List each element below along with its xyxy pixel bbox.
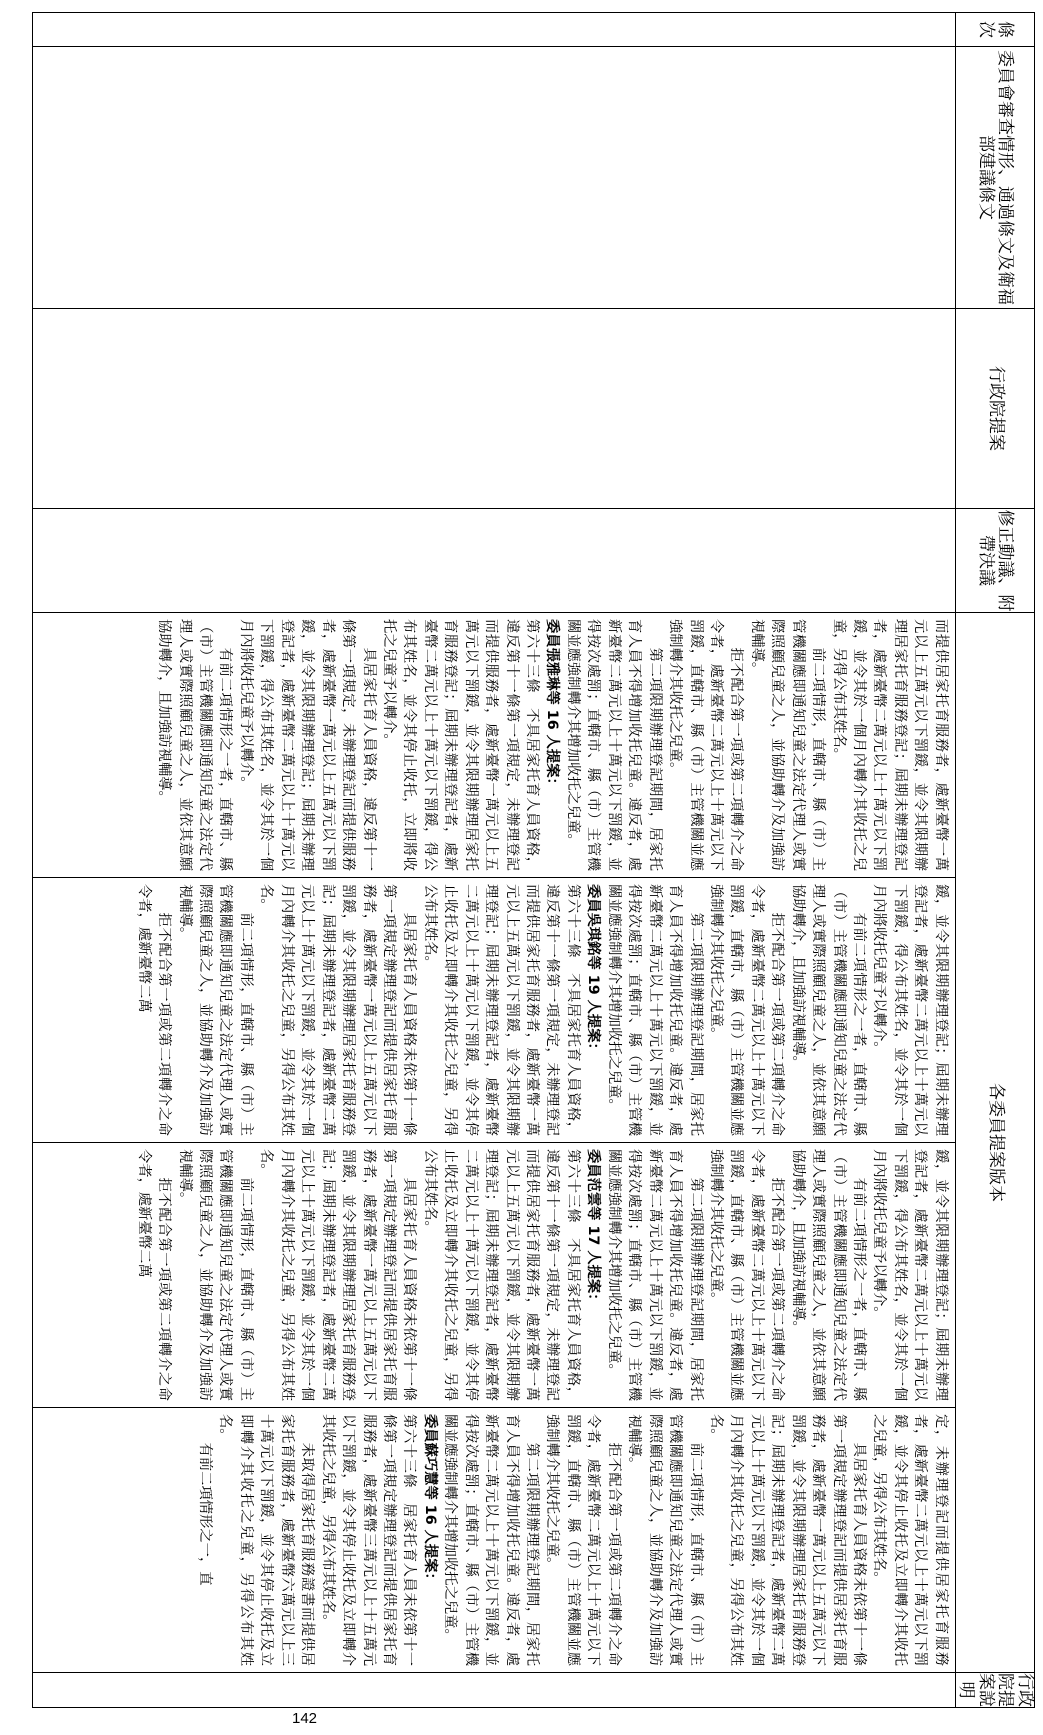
committee-review-cell (33, 47, 956, 309)
paragraph: 前二項情形，直轄市、縣（市）主管機關應即通知兒童之法定代理人或實際照顧兒童之人，並協助轉介及加強訪視輔導。 (176, 884, 254, 1136)
paragraph: 有前二項情形之一者，直轄市、縣（市）主管機關應即通知兒童之法定代理人或實際照顧兒童之人，並依其意願協助轉介，且加強訪視輔導。 (156, 619, 234, 871)
version-column-3 (33, 1143, 956, 1408)
paragraph: 有前二項情形之一，直 (197, 1442, 214, 1586)
header-article: 條 次 (955, 13, 1034, 47)
version-column-4 (33, 1408, 956, 1673)
article-cell (33, 13, 956, 47)
paragraph: 第二項限期辦理登記期間，居家托育人員不得增加收托兒童。違反者，處新臺幣二萬元以上十萬元以下罰鍰，並得按次處罰；直轄市、縣（市）主管機關並應強制轉介其增加收托之兒童。 (605, 884, 704, 1136)
explanation-cell (33, 1673, 956, 1708)
paragraph: 拒不配合第一項或第二項轉介之命令者，處新臺幣二萬元以上十萬元以下罰鍰，直轄市、縣（市）主管機關並應強制轉介其收托之兒童。 (667, 619, 745, 871)
executive-proposal-cell (33, 309, 956, 509)
paragraph: 第二項限期辦理登記期間，居家托育人員不得增加收托兒童。違反者，處新臺幣二萬元以上十萬元以下罰鍰，並得按次處罰；直轄市、縣（市）主管機關並應強制轉介其增加收托之兒童。 (605, 1149, 704, 1401)
proposer-heading: 委員吳琪銘等 19 人提案： (585, 884, 602, 1057)
header-amendment: 修正動議、附帶決議 (955, 509, 1034, 613)
paragraph: 未取得居家托育服務證書而提供居家托育服務者，處新臺幣六萬元以上三十萬元以下罰鍰，並令其停止收托及立即轉介其收托之兒童，另得公布其姓名。 (217, 1414, 316, 1666)
header-row (955, 13, 1034, 1708)
paragraph: 拒不配合第一項或第二項轉介之命令者，處新臺幣二萬 (135, 1149, 173, 1401)
paragraph: 拒不配合第一項或第二項轉介之命令者，處新臺幣二萬元以上十萬元以下罰鍰，直轄市、縣（市）主管機關並應強制轉介其收托之兒童。 (544, 1414, 622, 1666)
page-number: 142 (292, 1710, 318, 1727)
paragraph: 有前二項情形之一者，直轄市、縣（市）主管機關應即通知兒童之法定代理人或實際照顧兒童之人，並依其意願協助轉介，且加強訪視輔導。 (789, 1149, 868, 1401)
paragraph: 前二項情形，直轄市、縣（市）主管機關應即通知兒童之法定代理人或實際照顧兒童之人，並協助轉介及加強訪視輔導。 (748, 619, 827, 871)
header-explanation: 行政院提案說明 (956, 1673, 1035, 1707)
paragraph: 具居家托育人員資格，違反第十一條第一項規定，未辦理登記而提供服務者，處新臺幣一萬元以上五萬元以下罰鍰，並令其限期辦理登記；屆期未辦理登記者，處新臺幣二萬元以上十萬元以下罰鍰，得公布其姓名，並令其於一個月內將收托兒童予以轉介。 (237, 619, 377, 871)
paragraph: 第二項限期辦理登記期間，居家托育人員不得增加收托兒童。違反者，處新臺幣二萬元以上十萬元以下罰鍰，並得按次處罰；直轄市、縣（市）主管機關並應強制轉介其增加收托之兒童。 (564, 619, 663, 871)
rotated-table-container (32, 12, 1035, 1707)
paragraph: 具居家托育人員資格未依第十一條第一項規定辦理登記而提供居家托育服務者，處新臺幣一萬元以上五萬元以下罰鍰，並令其限期辦理居家托育服務登記；屆期未辦理登記者，處新臺幣二萬元以上十萬元以下罰鍰，並令其於一個月內轉介其收托之兒童，另得公布其姓名。 (708, 1414, 868, 1666)
paragraph: 拒不配合第一項或第二項轉介之命令者，處新臺幣二萬 (135, 884, 173, 1136)
proposer-heading: 委員范雲等 17 人提案： (585, 1149, 602, 1308)
version-column-1 (33, 613, 956, 878)
header-committee-versions: 各委員提案版本 (955, 613, 1034, 1673)
paragraph: 第六十三條 不具居家托育人員資格，違反第十一條第一項規定，未辦理登記而提供居家托育服務者，處新臺幣一萬元以上五萬元以下罰鍰，並令其限期辦理登記；屆期未辦理登記者，處新臺幣二萬元以上十萬元以下罰鍰，並令其停止收托及立即轉介其收托之兒童，另得公布其姓名。 (421, 1149, 581, 1401)
version-text-1 (150, 613, 955, 877)
proposer-heading: 委員蘇巧慧等 16 人提案： (421, 1414, 438, 1587)
amendment-cell (33, 509, 956, 613)
paragraph: 有前二項情形之一者，直轄市、縣（市）主管機關應即通知兒童之法定代理人或實際照顧兒童之人，並依其意願協助轉介，且加強訪視輔導。 (789, 884, 868, 1136)
version-text-3 (129, 1143, 955, 1407)
content-row (33, 13, 956, 1708)
paragraph: 前二項情形，直轄市、縣（市）主管機關應即通知兒童之法定代理人或實際照顧兒童之人，並協助轉介及加強訪視輔導。 (176, 1149, 254, 1401)
header-executive-proposal: 行政院提案 (955, 309, 1034, 509)
version-text-4 (191, 1408, 955, 1672)
paragraph: 鍰，並令其限期辦理登記；屆期未辦理登記者，處新臺幣二萬元以上十萬元以下罰鍰，得公布其姓名，並令其於一個月內將收托兒童予以轉介。 (871, 884, 949, 1136)
paragraph: 拒不配合第一項或第二項轉介之命令者，處新臺幣二萬元以上十萬元以下罰鍰，直轄市、縣（市）主管機關並應強制轉介其收托之兒童。 (708, 884, 786, 1136)
paragraph: 第六十三條 不具居家托育人員資格，違反第十一條第一項規定，未辦理登記而提供居家托育服務者，處新臺幣一萬元以上五萬元以下罰鍰，並令其限期辦理登記；屆期未辦理登記者，處新臺幣二萬元以上十萬元以下罰鍰，並令其停止收托及立即轉介其收托之兒童，另得公布其姓名。 (421, 884, 581, 1136)
proposer-heading: 委員張雅琳等 16 人提案： (544, 619, 561, 792)
paragraph: 定，未辦理登記而提供居家托育服務者，處新臺幣二萬元以上十萬元以下罰鍰，並令其停止收托及立即轉介其收托之兒童，另得公布其姓名。 (871, 1414, 949, 1666)
paragraph: 前二項情形，直轄市、縣（市）主管機關應即通知兒童之法定代理人或實際照顧兒童之人，並協助轉介及加強訪視輔導。 (626, 1414, 704, 1666)
paragraph: 第六十三條 不具居家托育人員資格，違反第十一條第一項規定，未辦理登記而提供服務者，處新臺幣一萬元以上五萬元以下罰鍰，並令其限期辦理居家托育服務登記；屆期未辦理登記者，處新臺幣二萬元以上十萬元以下罰鍰，得公布其姓名，並令其停止收托，立即將收托之兒童予以轉介。 (381, 619, 541, 871)
paragraph: 拒不配合第一項或第二項轉介之命令者，處新臺幣二萬元以上十萬元以下罰鍰，直轄市、縣（市）主管機關並應強制轉介其收托之兒童。 (708, 1149, 786, 1401)
paragraph: 而提供居家托育服務者，處新臺幣一萬元以上五萬元以下罰鍰，並令其限期辦理居家托育服務登記；屆期未辦理登記者，處新臺幣二萬元以上十萬元以下罰鍰，並令其於一個月內轉介其收托之兒童，另得公布其姓名。 (830, 619, 949, 871)
paragraph: 鍰，並令其限期辦理登記；屆期未辦理登記者，處新臺幣二萬元以上十萬元以下罰鍰，得公布其姓名，並令其於一個月內將收托兒童予以轉介。 (871, 1149, 949, 1401)
version-column-2 (33, 878, 956, 1143)
header-committee-review: 委員會審查情形、通過條文及衛福部建議條文 (955, 47, 1034, 309)
version-text-2 (129, 878, 955, 1142)
paragraph: 具居家托育人員資格未依第十一條第一項規定辦理登記而提供居家托育服務者，處新臺幣一萬元以上五萬元以下罰鍰，並令其限期辦理居家托育服務登記；屆期未辦理登記者，處新臺幣二萬元以上十萬元以下罰鍰，並令其於一個月內轉介其收托之兒童，另得公布其姓名。 (258, 1149, 418, 1401)
paragraph: 第二項限期辦理登記期間，居家托育人員不得增加收托兒童。違反者，處新臺幣二萬元以上十萬元以下罰鍰，並得按次處罰；直轄市、縣（市）主管機關並應強制轉介其增加收托之兒童。 (442, 1414, 541, 1666)
comparison-table (32, 12, 1035, 1708)
paragraph: 第六十三條 居家托育人員未依第十一條第一項規定辦理登記而提供居家托育服務者，處新臺幣三萬元以上十五萬元以下罰鍰，並令其停止收托及立即轉介其收托之兒童，另得公布其姓名。 (319, 1414, 418, 1666)
paragraph: 具居家托育人員資格未依第十一條第一項規定辦理登記而提供居家托育服務者，處新臺幣一萬元以上五萬元以下罰鍰，並令其限期辦理居家托育服務登記；屆期未辦理登記者，處新臺幣二萬元以上十萬元以下罰鍰，並令其於一個月內轉介其收托之兒童，另得公布其姓名。 (258, 884, 418, 1136)
